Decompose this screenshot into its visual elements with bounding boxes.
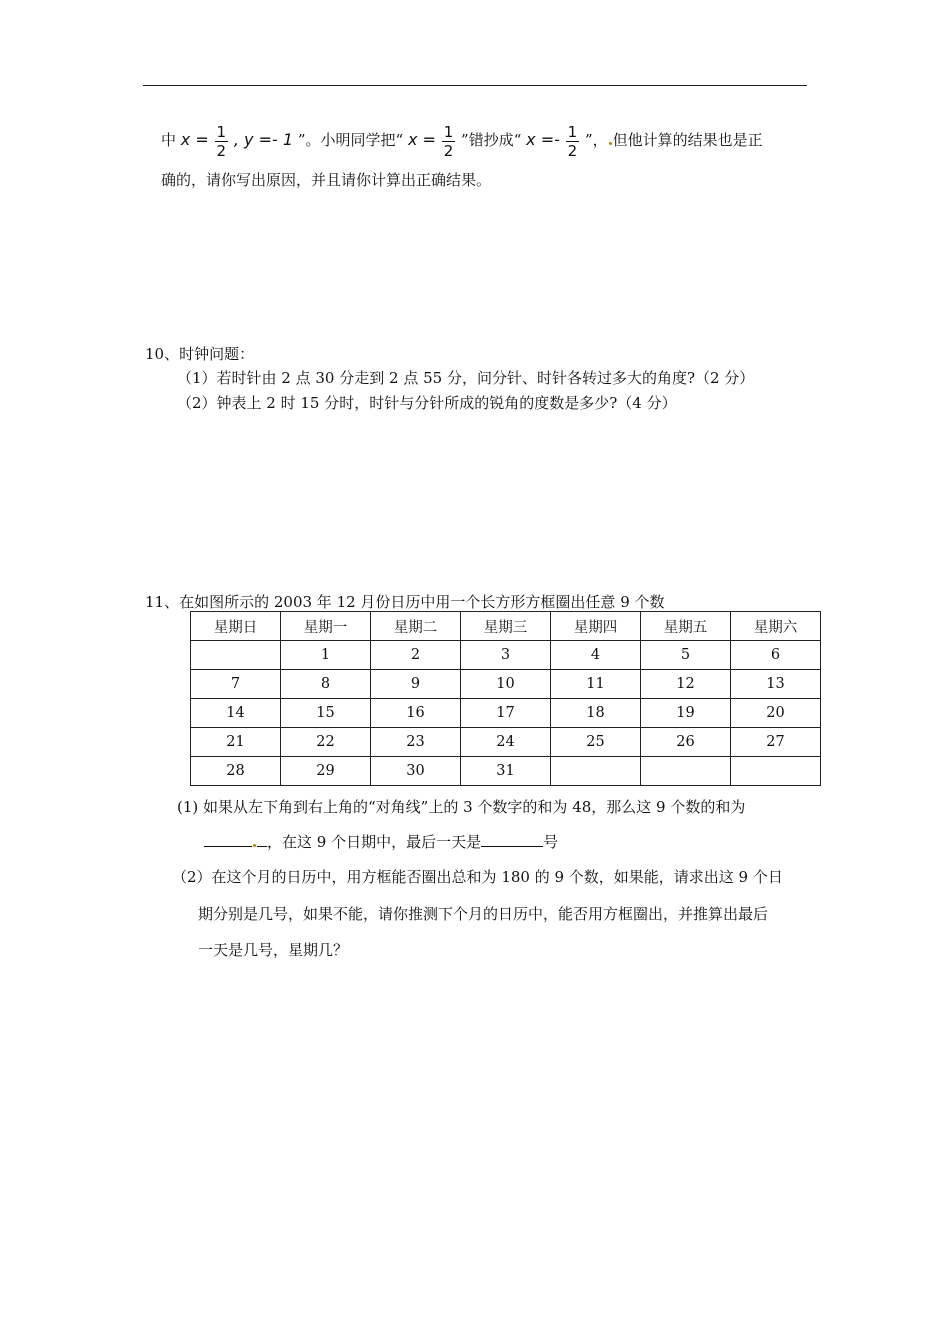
q9-y-eq: , y =- 1 [233, 130, 294, 149]
calendar-cell: 10 [461, 670, 551, 699]
q11-part2-line3: 一天是几号，星期几？ [198, 941, 349, 959]
q9-frac2: $\frac{1}{2}$ [443, 122, 454, 160]
q11-part1-text-b: 号 [543, 833, 559, 851]
calendar-cell: 13 [731, 670, 821, 699]
q11-part1-line2 [204, 832, 558, 852]
q9-frac1: $\frac{1}{2}$ [216, 122, 227, 160]
calendar-cell: 3 [461, 641, 551, 670]
calendar-cell: 20 [731, 699, 821, 728]
q10-title: 10、时钟问题： [145, 345, 255, 363]
q10-part2: （2）钟表上 2 时 15 分时，时针与分针所成的锐角的度数是多少?（4 分） [177, 394, 677, 412]
q9-zhong: 中 [161, 131, 177, 149]
calendar-cell: 4 [551, 641, 641, 670]
calendar-cell: 8 [281, 670, 371, 699]
answer-blank-sum[interactable] [204, 846, 252, 847]
calendar-row [191, 699, 821, 728]
calendar-cell: 26 [641, 728, 731, 757]
calendar-cell [731, 757, 821, 786]
calendar-cell: 14 [191, 699, 281, 728]
q9-x-eq: x = [180, 130, 209, 149]
calendar-cell: 19 [641, 699, 731, 728]
q9-x-eq2: x = [407, 130, 436, 149]
calendar-cell: 31 [461, 757, 551, 786]
calendar-cell: 9 [371, 670, 461, 699]
q9-text3: ”， [585, 131, 608, 149]
q9-text4: 但他计算的结果也是正 [612, 131, 763, 149]
calendar-cell: 28 [191, 757, 281, 786]
calendar-cell [551, 757, 641, 786]
q11-part1-line1: (1) 如果从左下角到右上角的“对角线”上的 3 个数字的和为 48，那么这 9 个数的和为 [177, 798, 746, 816]
calendar-cell: 1 [281, 641, 371, 670]
answer-blank-last-day[interactable] [481, 846, 543, 847]
calendar-header: 星期六 [731, 612, 821, 641]
calendar-cell: 18 [551, 699, 641, 728]
calendar-cell: 29 [281, 757, 371, 786]
calendar-header: 星期日 [191, 612, 281, 641]
calendar-cell: 12 [641, 670, 731, 699]
q11-part1-text-a: ，在这 9 个日期中，最后一天是 [267, 833, 482, 851]
calendar-cell: 15 [281, 699, 371, 728]
calendar-header: 星期四 [551, 612, 641, 641]
q9-x-eq3: x =- [526, 130, 560, 149]
marker-dot [609, 142, 612, 145]
calendar-cell: 22 [281, 728, 371, 757]
calendar-header: 星期二 [371, 612, 461, 641]
header-rule [143, 85, 807, 86]
calendar-cell: 24 [461, 728, 551, 757]
q9-text1: ”。小明同学把“ [297, 131, 404, 149]
calendar-header: 星期三 [461, 612, 551, 641]
q9-line1 [161, 122, 763, 160]
calendar-header: 星期一 [281, 612, 371, 641]
calendar-cell: 2 [371, 641, 461, 670]
calendar-row [191, 641, 821, 670]
calendar-cell: 25 [551, 728, 641, 757]
q9-text2: ”错抄成“ [461, 131, 522, 149]
q11-title: 11、在如图所示的 2003 年 12 月份日历中用一个长方形方框圈出任意 9 个数 [145, 593, 665, 611]
calendar-cell: 30 [371, 757, 461, 786]
calendar-row [191, 670, 821, 699]
q11-part2-line2: 期分别是几号，如果不能，请你推测下个月的日历中，能否用方框圈出，并推算出最后 [198, 905, 769, 923]
calendar-cell [641, 757, 731, 786]
calendar-row [191, 757, 821, 786]
q11-part2-line1: （2）在这个月的日历中，用方框能否圈出总和为 180 的 9 个数，如果能，请求出这 9 个日 [172, 868, 783, 886]
calendar-cell: 5 [641, 641, 731, 670]
q9-line2: 确的，请你写出原因，并且请你计算出正确结果。 [161, 171, 492, 189]
calendar-header: 星期五 [641, 612, 731, 641]
calendar-cell: 27 [731, 728, 821, 757]
q9-frac3: $\frac{1}{2}$ [567, 122, 578, 160]
calendar-row [191, 728, 821, 757]
calendar-cell: 21 [191, 728, 281, 757]
calendar-header-row [191, 612, 821, 641]
calendar-cell: 23 [371, 728, 461, 757]
q10-part1: （1）若时针由 2 点 30 分走到 2 点 55 分，问分针、时针各转过多大的角度?（2 分） [177, 369, 755, 387]
calendar-cell: 11 [551, 670, 641, 699]
answer-blank-sum-tail [257, 846, 267, 847]
calendar-cell [191, 641, 281, 670]
calendar-cell: 17 [461, 699, 551, 728]
calendar-table [190, 611, 821, 786]
marker-dot [253, 844, 256, 847]
calendar-cell: 7 [191, 670, 281, 699]
calendar-cell: 16 [371, 699, 461, 728]
calendar-cell: 6 [731, 641, 821, 670]
